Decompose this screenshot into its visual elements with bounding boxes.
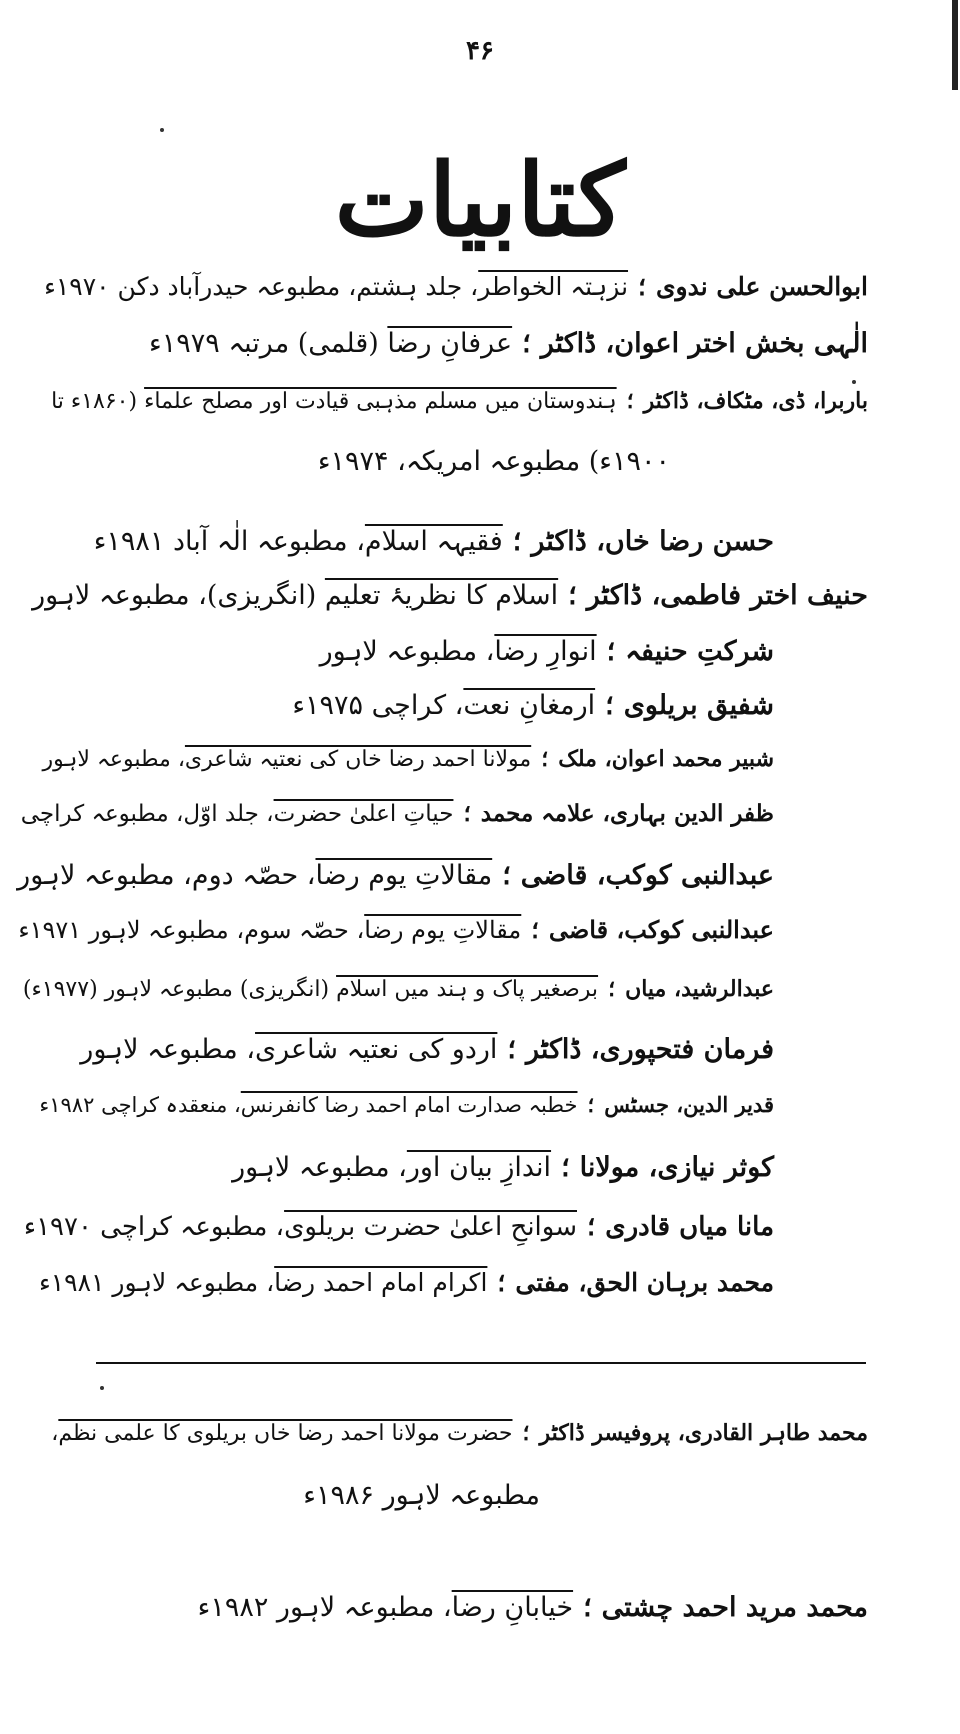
entry-work-title: اسلام کا نظریۂ تعلیم xyxy=(324,580,559,611)
entry-continuation: مطبوعہ لاہور ۱۹۸۶ء xyxy=(303,1480,540,1511)
entry-author: شبیر محمد اعوان، ملک xyxy=(558,746,774,772)
entry-work-title: اردو کی نعتیہ شاعری xyxy=(255,1034,498,1065)
entry-author: قدیر الدین، جسٹس xyxy=(604,1092,774,1117)
entry-author: محمد طاہر القادری، پروفیسر ڈاکٹر xyxy=(539,1420,868,1446)
entry-separator: ؛ xyxy=(638,272,646,301)
entry-publication: ، مطبوعہ لاہور xyxy=(232,1152,407,1183)
entry-publication: ، مطبوعہ لاہور ۱۹۸۱ء xyxy=(38,1268,275,1297)
entry-separator: ؛ xyxy=(583,1592,592,1623)
entry-publication: ، حصّہ دوم، مطبوعہ لاہور xyxy=(17,860,316,891)
bibliography-entry xyxy=(198,1592,868,1624)
bibliography-entry xyxy=(21,800,774,829)
entry-publication: ، مطبوعہ لاہور ۱۹۸۲ء xyxy=(197,1592,452,1623)
entry-separator: ؛ xyxy=(531,915,539,944)
bibliography-entry xyxy=(232,1152,774,1184)
entry-author: عبدالرشید، میاں xyxy=(625,976,774,1002)
bibliography-entry xyxy=(24,1212,774,1243)
entry-publication: ، جلد ہشتم، مطبوعہ حیدرآباد دکن ۱۹۷۰ء xyxy=(44,272,479,301)
entry-author: محمد مرید احمد چشتی xyxy=(601,1592,868,1623)
page-title: کتابیات xyxy=(334,141,626,259)
entry-author: حسن رضا خاں، ڈاکٹر xyxy=(531,526,774,557)
entry-separator: ؛ xyxy=(605,690,614,721)
entry-author: شفیق بریلوی xyxy=(623,690,774,721)
entry-separator: ؛ xyxy=(626,388,634,414)
entry-author: عبدالنبی کوکب، قاضی xyxy=(548,915,774,944)
entry-author: عبدالنبی کوکب، قاضی xyxy=(520,860,774,891)
entry-publication: ، جلد اوّل، مطبوعہ کراچی xyxy=(20,801,274,827)
bibliography-entry xyxy=(43,746,774,773)
entry-separator: ؛ xyxy=(463,800,471,827)
entry-separator: ؛ xyxy=(587,1212,596,1242)
entry-continuation: ۱۹۰۰ء) مطبوعہ امریکہ، ۱۹۷۴ء xyxy=(317,446,670,477)
entry-separator: ؛ xyxy=(512,526,522,557)
entry-work-title: خطبہ صدارت امام احمد رضا کانفرنس xyxy=(240,1093,578,1117)
bibliography-entry xyxy=(80,1034,774,1066)
entry-work-title: مقالاتِ یوم رضا xyxy=(315,860,493,891)
entry-separator: ؛ xyxy=(568,580,577,611)
entry-author: کوثر نیازی، مولانا xyxy=(579,1152,774,1183)
entry-work-title: عرفانِ رضا xyxy=(387,328,513,359)
entry-work-title: ہندوستان میں مسلم مذہبی قیادت اور مصلح علماء xyxy=(144,389,617,414)
bibliography-entry xyxy=(18,916,774,945)
entry-publication: ، مطبوعہ لاہور xyxy=(42,747,185,772)
bibliography-entry xyxy=(44,272,868,302)
bibliography-entry xyxy=(23,976,774,1003)
bibliography-entry xyxy=(292,690,774,722)
scan-speck xyxy=(852,380,856,384)
bibliography-entry xyxy=(320,636,774,668)
entry-publication: ، مطبوعہ لاہور xyxy=(319,636,495,667)
bibliography-entry xyxy=(39,1092,774,1118)
entry-work-title: خیابانِ رضا xyxy=(451,1592,574,1623)
entry-author: شرکتِ حنیفہ xyxy=(625,636,774,667)
entry-publication: (انگریزی)، مطبوعہ لاہور xyxy=(32,580,325,611)
entry-work-title: مقالاتِ یوم رضا xyxy=(364,916,522,944)
entry-work-title: اندازِ بیان اور xyxy=(406,1152,552,1183)
entry-publication: ، مطبوعہ الٰہ آباد ۱۹۸۱ء xyxy=(93,526,365,557)
entry-publication: ، حصّہ سوم، مطبوعہ لاہور ۱۹۷۱ء xyxy=(18,916,365,944)
entry-publication: ، xyxy=(51,1421,59,1446)
entry-work-title: سوانحِ اعلیٰ حضرت بریلوی xyxy=(284,1212,577,1242)
entry-separator: ؛ xyxy=(522,1420,530,1446)
bibliography-entry xyxy=(94,526,774,558)
entry-publication: (قلمی) مرتبہ ۱۹۷۹ء xyxy=(149,328,388,359)
section-rule xyxy=(96,1362,866,1364)
bibliography-entry xyxy=(51,388,868,415)
bibliography-entry xyxy=(39,1268,774,1298)
entry-work-title: ارمغانِ نعت xyxy=(463,690,596,721)
bibliography-entry xyxy=(32,580,868,612)
entry-publication: ، کراچی ۱۹۷۵ء xyxy=(292,690,464,721)
entry-author: ابوالحسن علی ندوی xyxy=(655,272,868,301)
entry-separator: ؛ xyxy=(606,636,616,667)
entry-separator: ؛ xyxy=(541,746,549,772)
entry-work-title: اکرام امام احمد رضا xyxy=(274,1268,488,1297)
entry-author: فرمان فتحپوری، ڈاکٹر xyxy=(525,1034,774,1065)
entry-work-title: برصغیر پاک و ہند میں اسلام xyxy=(336,977,599,1002)
entry-publication: ، مطبوعہ کراچی ۱۹۷۰ء xyxy=(23,1212,285,1242)
entry-author: ظفر الدین بہاری، علامہ محمد xyxy=(480,800,774,827)
entry-separator: ؛ xyxy=(507,1034,516,1065)
entry-author: حنیف اختر فاطمی، ڈاکٹر xyxy=(586,580,868,611)
entry-work-title: نزہتہ الخواطر xyxy=(478,272,629,301)
entry-author: الٰہی بخش اختر اعوان، ڈاکٹر xyxy=(540,328,868,359)
bibliography-entry xyxy=(51,1420,868,1447)
entry-work-title: مولانا احمد رضا خاں کی نعتیہ شاعری xyxy=(184,747,532,772)
entry-separator: ؛ xyxy=(561,1152,570,1183)
entry-author: باربرا، ڈی، مٹکاف، ڈاکٹر xyxy=(643,388,868,414)
bibliography-entry xyxy=(17,860,774,892)
entry-publication: (۱۸۶۰ء تا xyxy=(51,389,145,414)
entry-work-title: فقیہہ اسلام xyxy=(364,526,503,557)
bibliography-entry xyxy=(149,328,868,360)
entry-author: مانا میاں قادری xyxy=(605,1212,774,1242)
entry-work-title: انوارِ رضا xyxy=(494,636,597,667)
entry-work-title: حیاتِ اعلیٰ حضرت xyxy=(273,801,454,827)
entry-separator: ؛ xyxy=(522,328,531,359)
entry-publication: ، منعقدہ کراچی ۱۹۸۲ء xyxy=(39,1093,241,1117)
entry-publication: (انگریزی) مطبوعہ لاہور (۱۹۷۷ء) xyxy=(22,977,337,1002)
page-number: ۴۶ xyxy=(466,36,494,66)
entry-work-title: حضرت مولانا احمد رضا خاں بریلوی کا علمی نظم xyxy=(58,1421,513,1446)
entry-separator: ؛ xyxy=(587,1092,595,1117)
entry-separator: ؛ xyxy=(497,1268,506,1297)
scan-speck xyxy=(160,128,164,132)
entry-separator: ؛ xyxy=(608,976,616,1002)
entry-publication: ، مطبوعہ لاہور xyxy=(80,1034,256,1065)
scan-speck xyxy=(100,1386,104,1390)
entry-separator: ؛ xyxy=(502,860,511,891)
entry-author: محمد برہان الحق، مفتی xyxy=(515,1268,774,1297)
